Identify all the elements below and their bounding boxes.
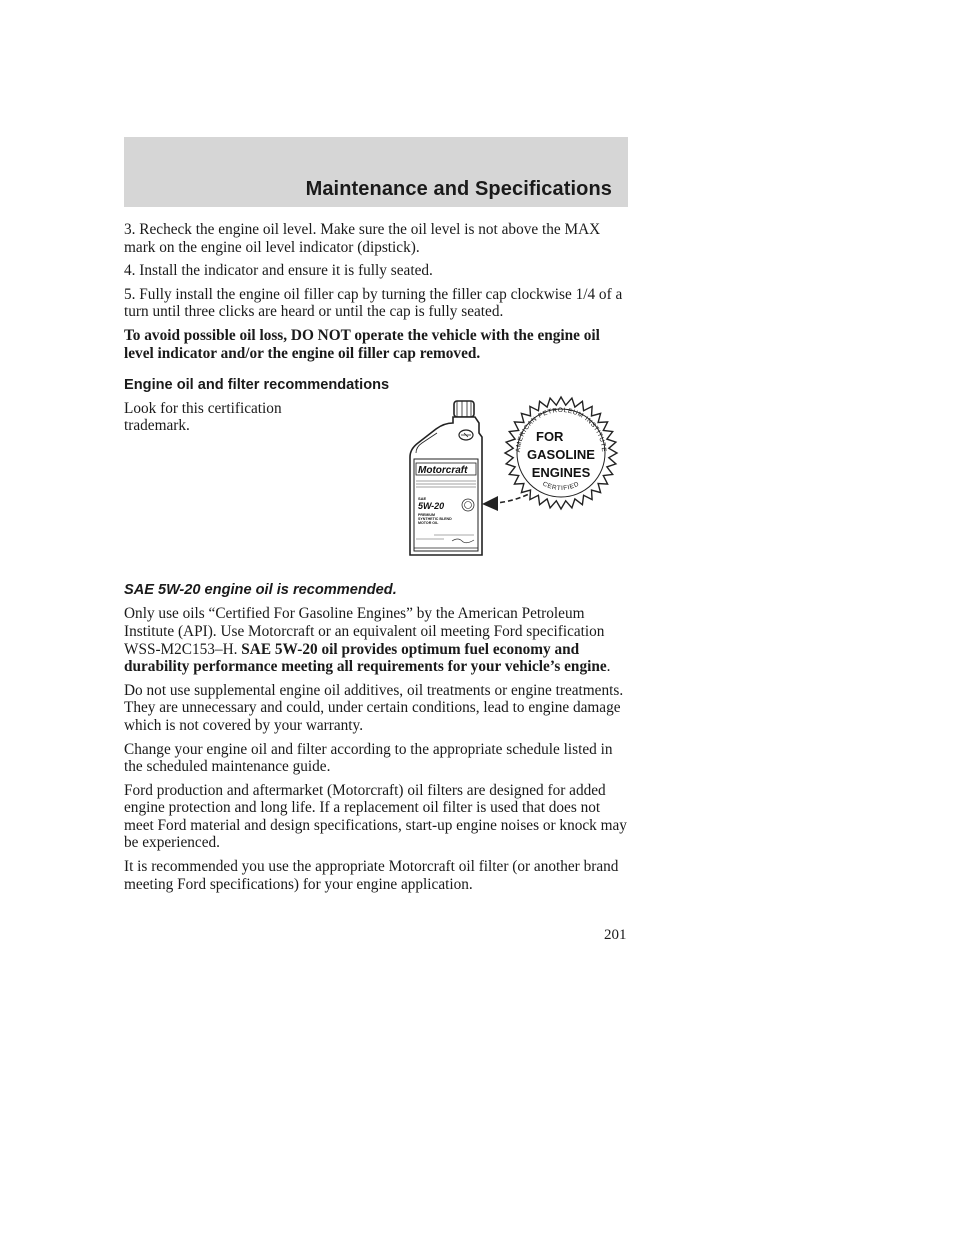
page-title: Maintenance and Specifications (305, 178, 612, 200)
api-certification-seal-icon (505, 397, 617, 509)
step-4: 4. Install the indicator and ensure it is fully seated. (124, 262, 433, 280)
paragraph-api-end: . (606, 658, 611, 676)
bottle-desc-1: PREMIUM (418, 512, 435, 517)
seal-line-1: FOR (536, 428, 564, 444)
section-heading: Engine oil and filter recommendations (124, 377, 390, 394)
seal-line-3: ENGINES (531, 464, 591, 480)
warning-text: To avoid possible oil loss, DO NOT operate the vehicle with the engine oil level indicator and/or the engine oil filler cap removed. (124, 326, 600, 362)
seal-arc-bottom-text: CERTIFIED (541, 480, 581, 492)
certification-figure (124, 400, 628, 572)
paragraph-motorcraft-filter: It is recommended you use the appropriate Motorcraft oil filter (or another brand meeting Ford specifications) for your engine application. (124, 858, 619, 893)
paragraph-schedule: Change your engine oil and filter according to the appropriate schedule listed in the scheduled maintenance guide. (124, 740, 613, 776)
page-content (124, 221, 628, 899)
figure-caption: Look for this certification trademark. (124, 399, 282, 435)
recommendation-heading: SAE 5W-20 engine oil is recommended. (124, 581, 397, 598)
paragraph-api-bold: SAE 5W-20 oil provides optimum fuel economy and durability performance meeting all requirements for your vehicle’s engine (124, 640, 607, 676)
paragraph-additives: Do not use supplemental engine oil additives, oil treatments or engine treatments. They are unnecessary and could, under certain conditions, lead to engine damage which is not covered by your warranty. (124, 681, 624, 734)
bottle-desc-3: MOTOR OIL (418, 520, 439, 525)
bottle-desc-2: SYNTHETIC BLEND (418, 516, 452, 521)
paragraph-api (124, 605, 628, 675)
oil-bottle-icon (410, 401, 482, 555)
step-3: 3. Recheck the engine oil level. Make sure the oil level is not above the MAX mark on the engine oil level indicator (dipstick). (124, 221, 601, 256)
step-5: 5. Fully install the engine oil filler cap by turning the filler cap clockwise 1/4 of a turn until three clicks are heard or until the cap is fully seated. (124, 285, 623, 321)
paragraph-filters: Ford production and aftermarket (Motorcraft) oil filters are designed for added engine protection and long life. If a replacement oil filter is used that does not meet Ford material and design specifications, start-up engine noises or knock may be experienced. (124, 781, 627, 852)
section-header (124, 137, 628, 207)
seal-arc-top-text: AMERICAN PETROLEUM INSTITUTE (514, 406, 608, 453)
seal-line-2: GASOLINE (527, 446, 595, 462)
bottle-grade-label: 5W-20 (418, 500, 445, 511)
page-number: 201 (604, 927, 627, 943)
oil-bottle-and-api-seal-illustration (404, 393, 624, 559)
bottle-sae-label: SAE (418, 495, 427, 501)
bottle-brand-label: Motorcraft (418, 464, 468, 476)
paragraph-api-text: Only use oils “Certified For Gasoline Engines” by the American Petroleum Institute (API). Use Motorcraft or an equivalent oil meeting Ford specification WSS-M2C153–H. (124, 605, 605, 658)
